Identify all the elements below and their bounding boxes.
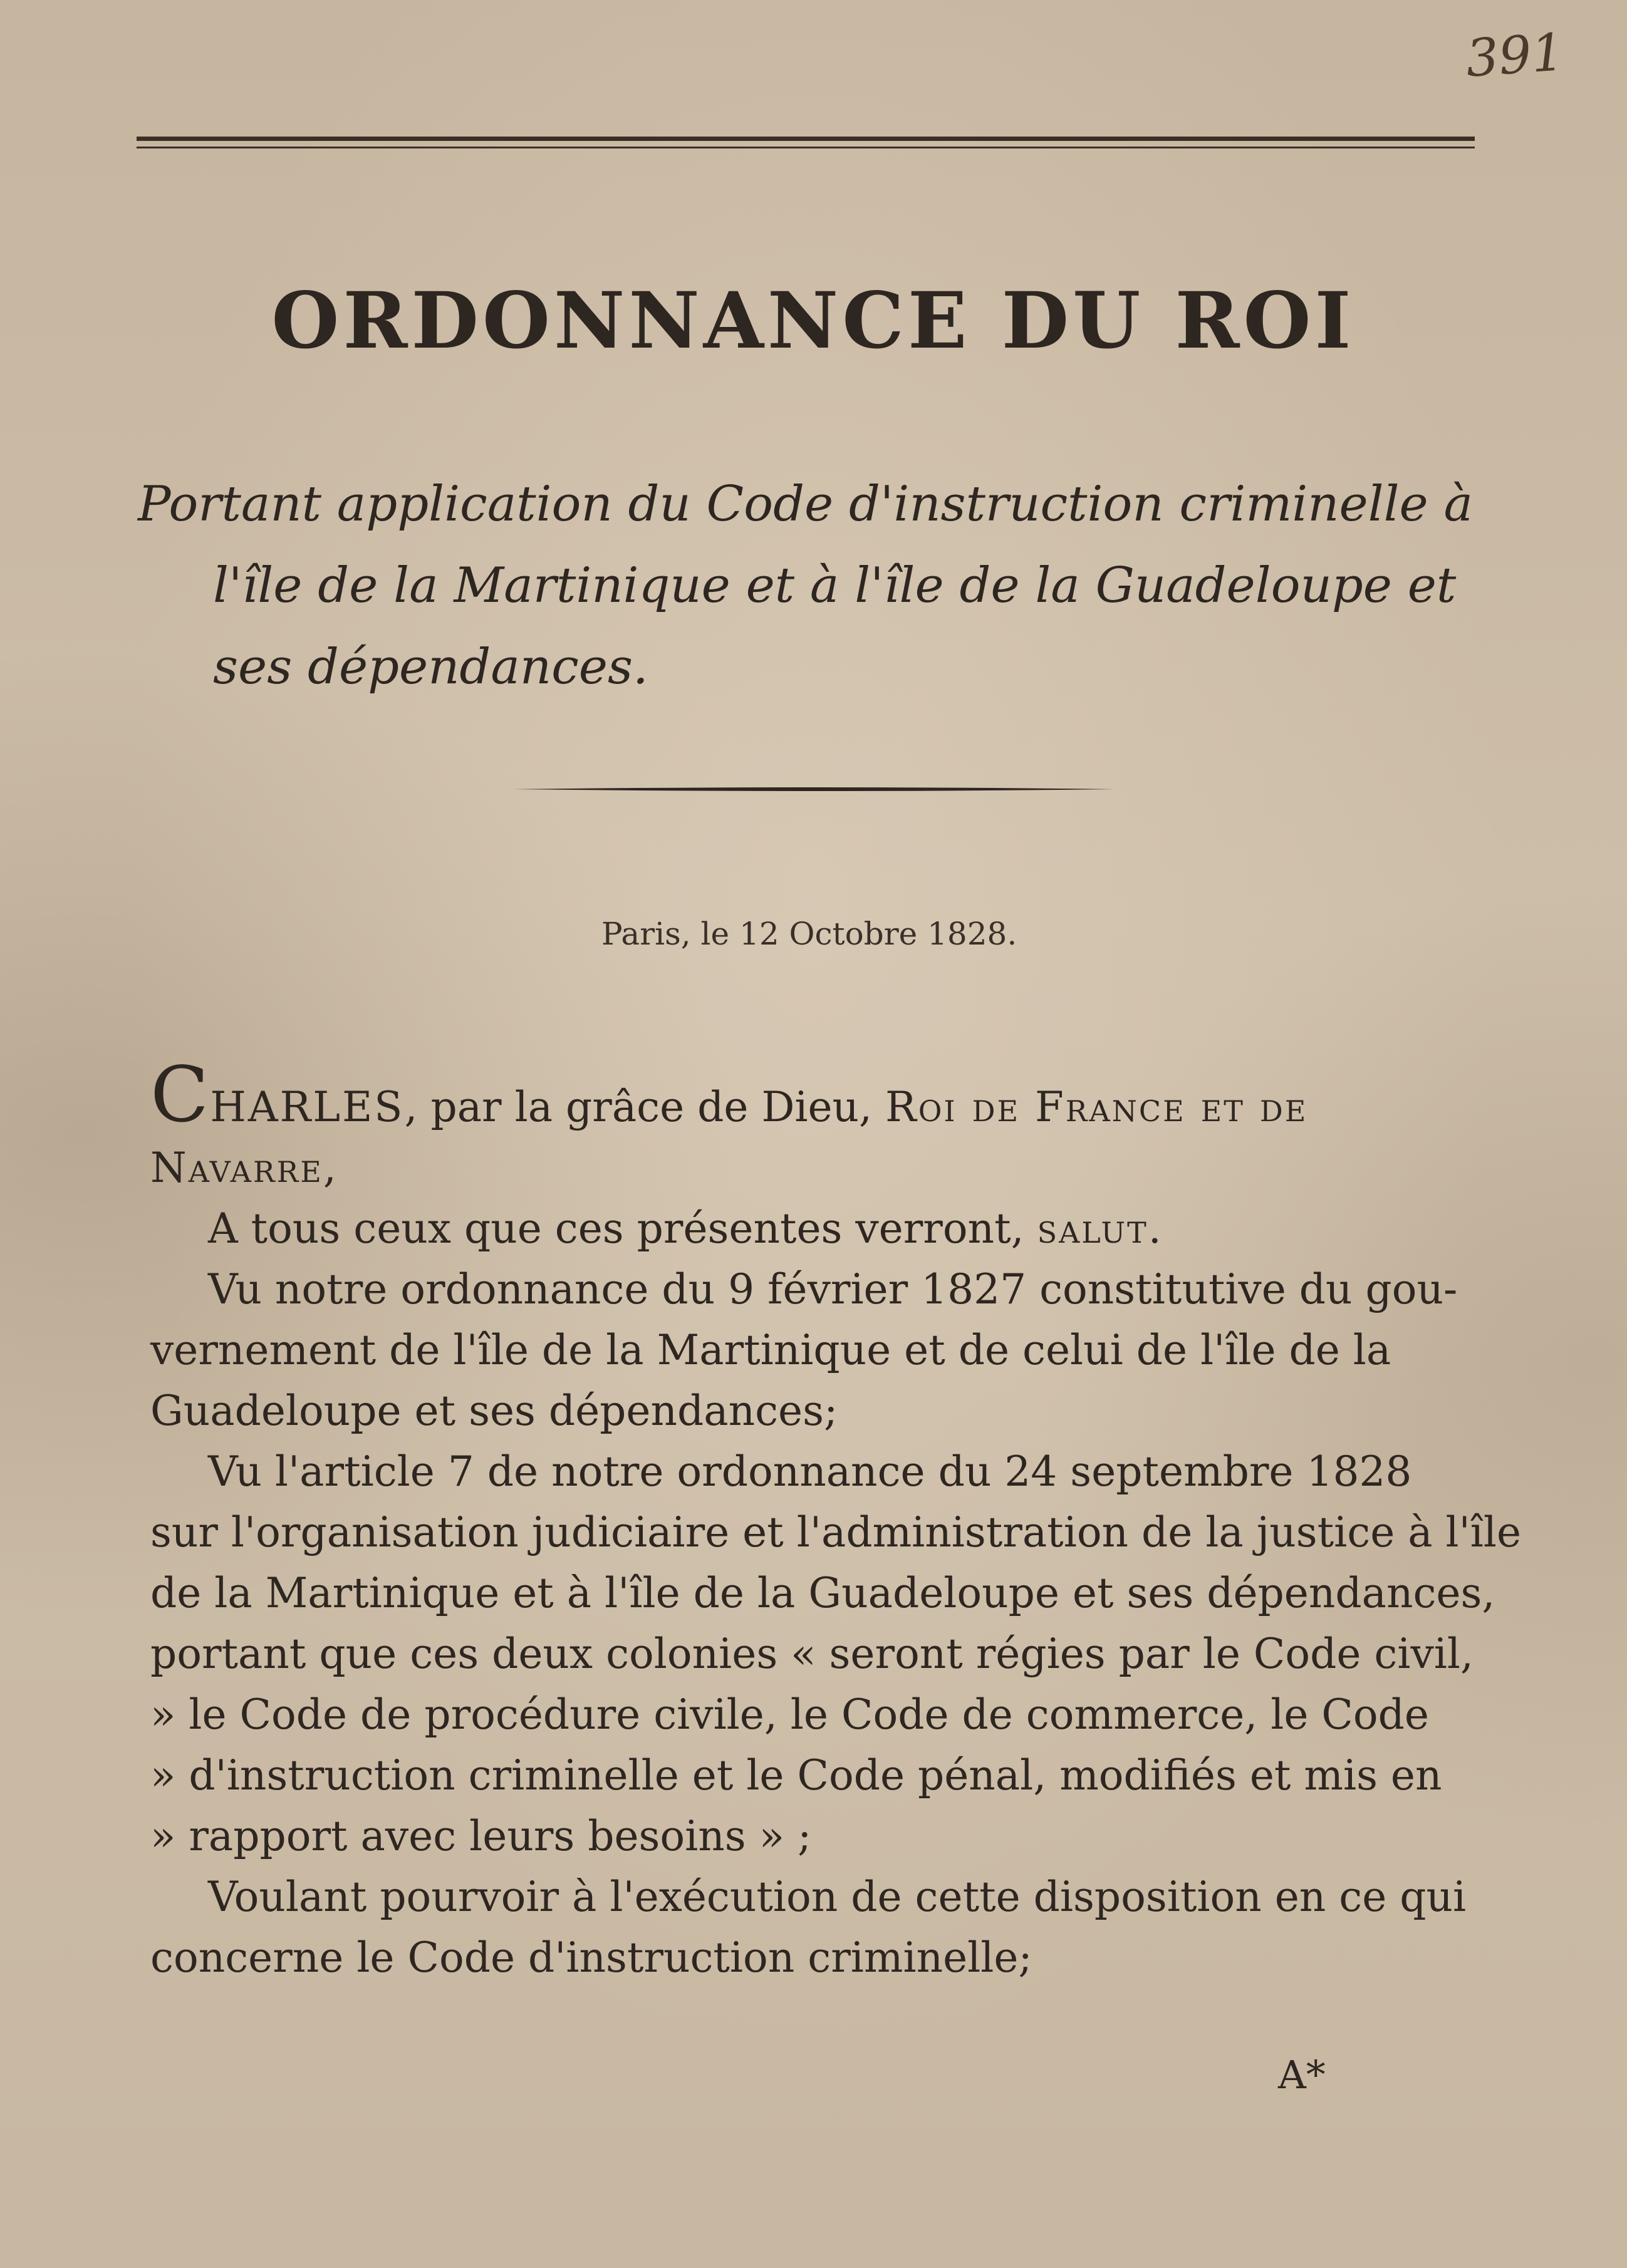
paragraph-king xyxy=(150,1050,1504,1198)
drop-initial: C xyxy=(150,1050,211,1139)
king-title: Roi de France et de xyxy=(885,1083,1308,1131)
salut-word: salut. xyxy=(1037,1204,1163,1253)
signature-mark: A* xyxy=(1278,2052,1326,2098)
p3-line-1: Vu notre ordonnance du 9 février 1827 constitutive du gou- xyxy=(208,1265,1458,1313)
top-rule-thick xyxy=(137,137,1475,141)
top-double-rule xyxy=(137,137,1475,153)
dateline: Paris, le 12 Octobre 1828. xyxy=(601,916,1017,952)
p4-line-4: portant que ces deux colonies « seront régies par le Code civil, xyxy=(150,1630,1474,1678)
p3-line-2: vernement de l'île de la Martinique et de celui de l'île de la xyxy=(150,1326,1391,1374)
section-divider xyxy=(514,785,1115,793)
page-number: 391 xyxy=(1463,23,1566,89)
p4-line-6: » d'instruction criminelle et le Code pénal, modifiés et mis en xyxy=(150,1751,1442,1799)
paragraph-article-7 xyxy=(150,1441,1522,1867)
p5-line-2: concerne le Code d'instruction criminelle; xyxy=(150,1934,1032,1982)
p4-line-2: sur l'organisation judiciaire et l'administration de la justice à l'île xyxy=(150,1508,1522,1556)
paragraph-voulant xyxy=(150,1867,1504,1988)
king-line-rest: , par la grâce de Dieu, xyxy=(404,1083,873,1131)
p4-line-5: » le Code de procédure civile, le Code de commerce, le Code xyxy=(150,1691,1429,1739)
p4-line-3: de la Martinique et à l'île de la Guadeloupe et ses dépendances, xyxy=(150,1569,1495,1617)
subtitle-line-3: ses dépendances. xyxy=(213,639,648,695)
p3-line-3: Guadeloupe et ses dépendances; xyxy=(150,1387,838,1435)
p5-line-1: Voulant pourvoir à l'exécution de cette disposition en ce qui xyxy=(208,1873,1467,1921)
king-line-2: Navarre, xyxy=(150,1144,338,1192)
paragraph-salut xyxy=(150,1198,1504,1259)
document-subtitle xyxy=(138,463,1497,708)
top-rule-thin xyxy=(137,147,1475,148)
subtitle-line-2: l'île de la Martinique et à l'île de la Guadeloupe et xyxy=(213,557,1457,614)
paragraph-ordonnance-1827 xyxy=(150,1259,1504,1441)
document-body xyxy=(150,1050,1522,1988)
p4-line-7: » rapport avec leurs besoins » ; xyxy=(150,1812,812,1860)
salut-text: A tous ceux que ces présentes verront, xyxy=(208,1204,1024,1253)
king-name: HARLES xyxy=(210,1083,405,1131)
subtitle-line-1: Portant application du Code d'instruction criminelle à xyxy=(138,476,1473,532)
document-title: ORDONNANCE DU ROI xyxy=(271,276,1355,366)
p4-line-1: Vu l'article 7 de notre ordonnance du 24 septembre 1828 xyxy=(208,1447,1412,1496)
